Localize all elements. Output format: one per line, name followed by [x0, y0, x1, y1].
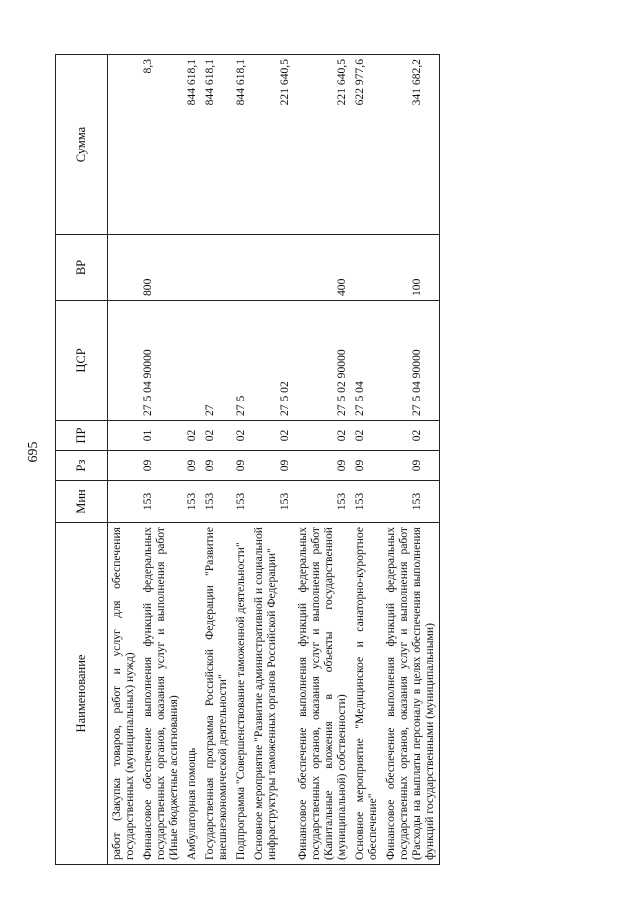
- row-vr: [201, 235, 232, 301]
- row-name: Финансовое обеспечение выполнения функций федеральных государственных органов, оказания услуг и выполнения работ (Капитальные вложения в объекты государственной (муниципальной) собственности): [294, 523, 351, 865]
- table-row: [232, 55, 250, 865]
- row-name: Государственная программа Российской Федерации "Развитие внешнеэкономической деятельности": [201, 523, 232, 865]
- row-pr: 02: [201, 421, 232, 451]
- row-csr: 27 5: [232, 301, 250, 421]
- table-row: [250, 55, 294, 865]
- table-row: [294, 55, 351, 865]
- row-sum: 221 640,5: [294, 55, 351, 235]
- row-vr: [183, 235, 201, 301]
- table-row: [351, 55, 382, 865]
- row-pr: 01: [139, 421, 183, 451]
- header-name: Наименование: [56, 523, 108, 865]
- row-pr: 02: [232, 421, 250, 451]
- row-pr: 02: [183, 421, 201, 451]
- row-sum: [108, 55, 140, 235]
- row-rz: 09: [183, 451, 201, 481]
- header-pr: ПР: [56, 421, 108, 451]
- table-row: [382, 55, 440, 865]
- row-min: 153: [351, 481, 382, 523]
- row-rz: [108, 451, 140, 481]
- row-rz: 09: [382, 451, 440, 481]
- row-pr: 02: [250, 421, 294, 451]
- row-vr: [250, 235, 294, 301]
- row-csr: 27: [201, 301, 232, 421]
- row-csr: 27 5 02 90000: [294, 301, 351, 421]
- row-name: Финансовое обеспечение выполнения функций федеральных государственных органов, оказания услуг и выполнения работ (Расходы на выплаты персоналу в целях обеспечения выполнения функций государственными (муниципальными): [382, 523, 440, 865]
- header-rz: Рз: [56, 451, 108, 481]
- table-row: [183, 55, 201, 865]
- header-sum: Сумма: [56, 55, 108, 235]
- row-csr: 27 5 04 90000: [139, 301, 183, 421]
- row-vr: [232, 235, 250, 301]
- row-pr: 02: [351, 421, 382, 451]
- table-row: [139, 55, 183, 865]
- row-rz: 09: [250, 451, 294, 481]
- row-csr: 27 5 02: [250, 301, 294, 421]
- row-min: 153: [294, 481, 351, 523]
- row-name: Основное мероприятие "Медицинское и санаторно-курортное обеспечение": [351, 523, 382, 865]
- row-sum: 221 640,5: [250, 55, 294, 235]
- header-csr: ЦСР: [56, 301, 108, 421]
- row-rz: 09: [139, 451, 183, 481]
- row-rz: 09: [232, 451, 250, 481]
- row-pr: 02: [294, 421, 351, 451]
- row-rz: 09: [351, 451, 382, 481]
- row-sum: 844 618,1: [183, 55, 201, 235]
- table-row: [108, 55, 140, 865]
- row-vr: 800: [139, 235, 183, 301]
- row-min: 153: [250, 481, 294, 523]
- row-name: Основное мероприятие "Развитие административной и социальной инфраструктуры таможенных органов Российской Федерации": [250, 523, 294, 865]
- row-vr: [351, 235, 382, 301]
- row-pr: [108, 421, 140, 451]
- row-min: 153: [382, 481, 440, 523]
- row-vr: 100: [382, 235, 440, 301]
- budget-table: [55, 54, 440, 865]
- row-name: Финансовое обеспечение выполнения функций федеральных государственных органов, оказания услуг и выполнения работ (Иные бюджетные ассигнования): [139, 523, 183, 865]
- header-vr: ВР: [56, 235, 108, 301]
- row-csr: [183, 301, 201, 421]
- row-min: 153: [201, 481, 232, 523]
- row-sum: 8,3: [139, 55, 183, 235]
- row-sum: 844 618,1: [201, 55, 232, 235]
- row-sum: 341 682,2: [382, 55, 440, 235]
- page-number: 695: [26, 441, 41, 463]
- row-vr: 400: [294, 235, 351, 301]
- row-csr: 27 5 04: [351, 301, 382, 421]
- row-csr: 27 5 04 90000: [382, 301, 440, 421]
- row-sum: 844 618,1: [232, 55, 250, 235]
- row-sum: 622 977,6: [351, 55, 382, 235]
- row-name: Амбулаторная помощь: [183, 523, 201, 865]
- row-min: [108, 481, 140, 523]
- row-name: Подпрограмма "Совершенствование таможенной деятельности": [232, 523, 250, 865]
- row-min: 153: [232, 481, 250, 523]
- table-row: [201, 55, 232, 865]
- row-rz: 09: [294, 451, 351, 481]
- row-min: 153: [183, 481, 201, 523]
- row-rz: 09: [201, 451, 232, 481]
- row-min: 153: [139, 481, 183, 523]
- header-min: Мин: [56, 481, 108, 523]
- rotated-page: [55, 45, 615, 865]
- row-vr: [108, 235, 140, 301]
- row-pr: 02: [382, 421, 440, 451]
- row-csr: [108, 301, 140, 421]
- row-name: работ (Закупка товаров, работ и услуг для обеспечения государственных (муниципальных) нужд): [108, 523, 140, 865]
- table-header-row: [56, 55, 108, 865]
